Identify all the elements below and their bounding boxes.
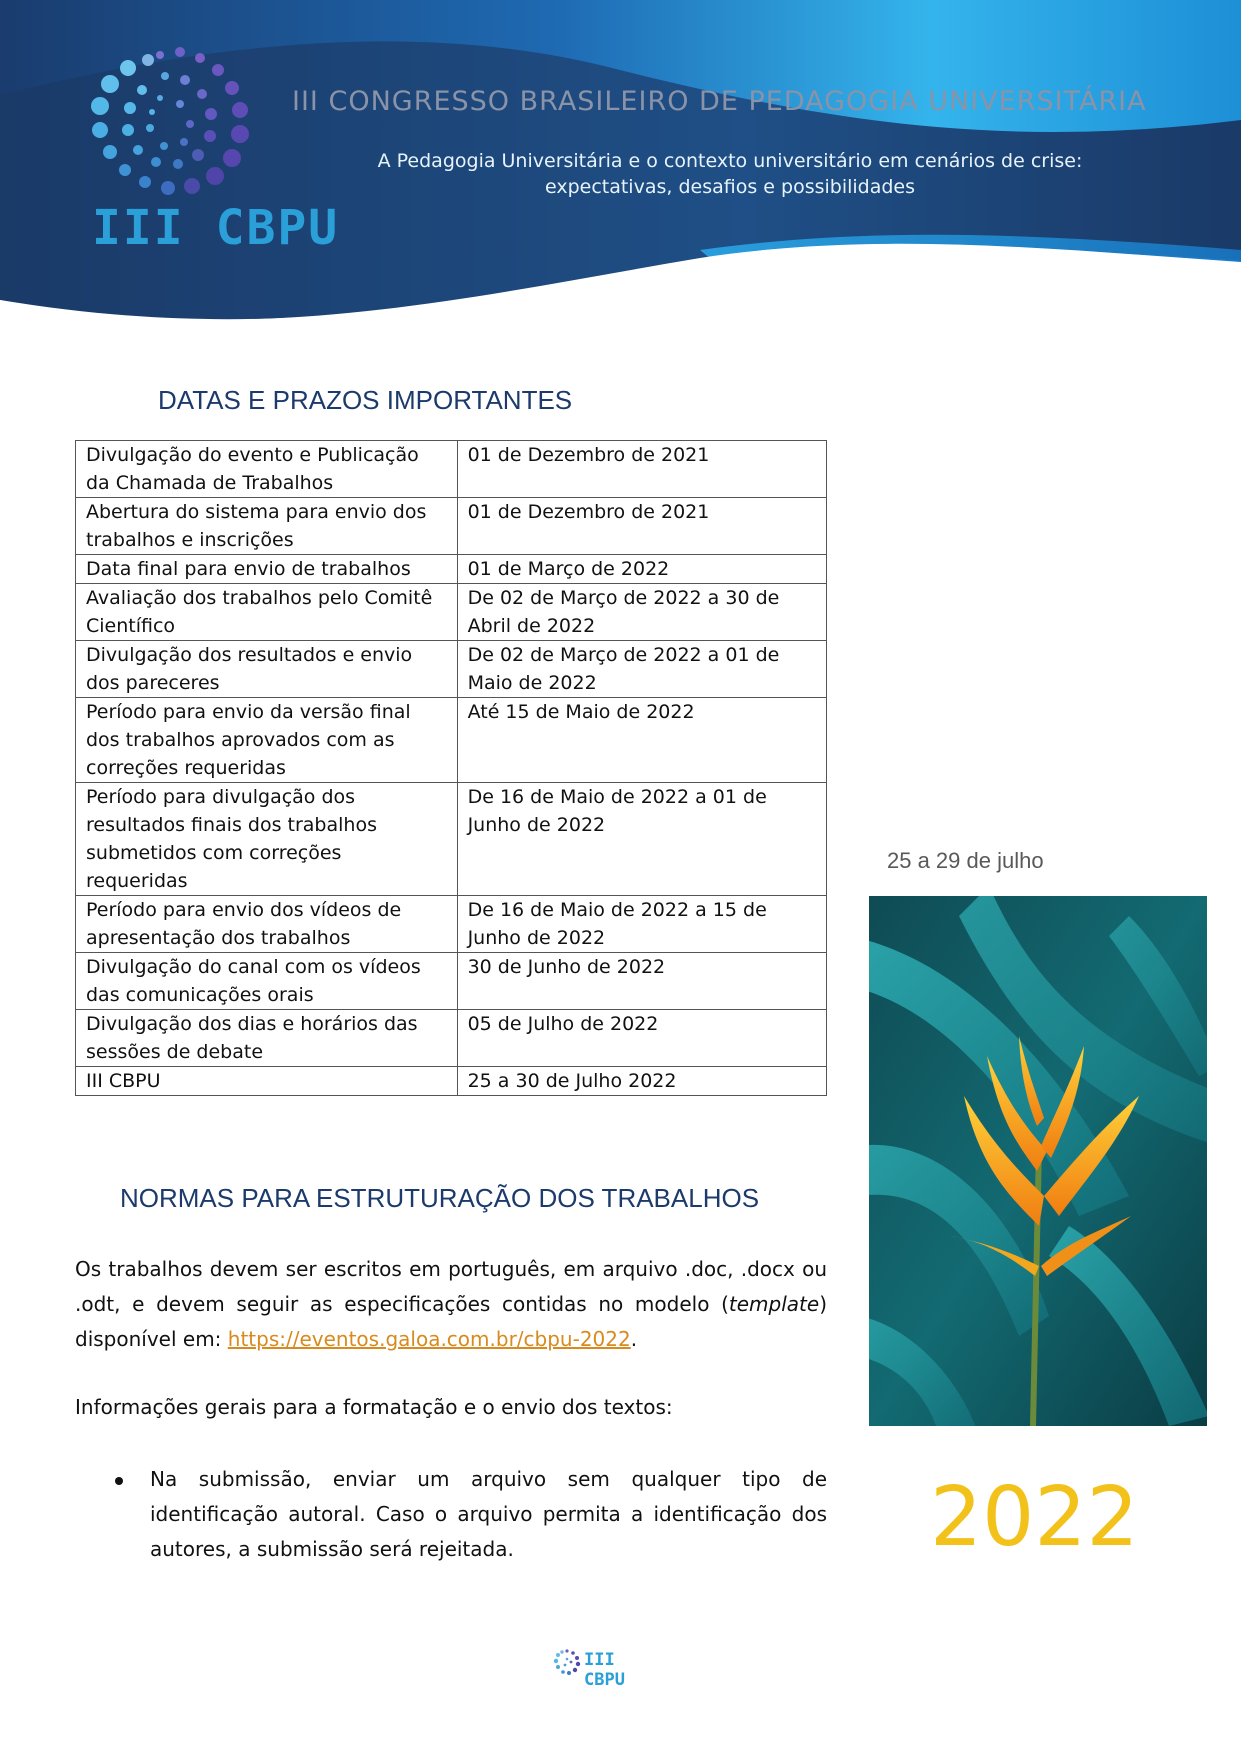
heliconia-plant-image	[869, 896, 1207, 1426]
para1-end: .	[630, 1327, 638, 1351]
deadline-date-cell: 01 de Dezembro de 2021	[457, 498, 826, 555]
deadline-event-cell: Divulgação do evento e Publicação da Chamada de Trabalhos	[76, 441, 458, 498]
norms-paragraph-1	[75, 1252, 827, 1357]
footer-logo-dots-icon	[553, 1648, 581, 1676]
table-row	[76, 441, 827, 498]
subtitle-line-1: A Pedagogia Universitária e o contexto universitário em cenários de crise:	[377, 150, 1083, 172]
table-row	[76, 641, 827, 698]
table-row	[76, 1067, 827, 1096]
deadline-date-cell: 30 de Junho de 2022	[457, 953, 826, 1010]
table-row	[76, 1010, 827, 1067]
deadline-event-cell: III CBPU	[76, 1067, 458, 1096]
deadline-date-cell: 01 de Dezembro de 2021	[457, 441, 826, 498]
para1-start: Os trabalhos devem ser escritos em português, em arquivo .doc, .docx ou .odt, e devem seguir as especificações contidas no modelo (	[75, 1257, 827, 1316]
deadline-date-cell: De 02 de Março de 2022 a 30 de Abril de 2022	[457, 584, 826, 641]
table-row	[76, 953, 827, 1010]
deadline-date-cell: De 16 de Maio de 2022 a 01 de Junho de 2022	[457, 783, 826, 896]
deadline-date-cell: 25 a 30 de Julho 2022	[457, 1067, 826, 1096]
table-row	[76, 555, 827, 584]
footer-logo-text: III CBPU	[584, 1650, 625, 1690]
para1-mid: ) disponível em:	[75, 1292, 827, 1351]
deadline-event-cell: Período para divulgação dos resultados finais dos trabalhos submetidos com correções requeridas	[76, 783, 458, 896]
congress-subtitle	[300, 148, 1160, 200]
footer-logo	[553, 1648, 653, 1690]
norms-paragraph-2: Informações gerais para a formatação e o envio dos textos:	[75, 1395, 673, 1419]
congress-title: III CONGRESSO BRASILEIRO DE PEDAGOGIA UNIVERSITÁRIA	[292, 86, 1147, 117]
deadline-event-cell: Avaliação dos trabalhos pelo Comitê Científico	[76, 584, 458, 641]
template-link[interactable]: https://eventos.galoa.com.br/cbpu-2022	[227, 1327, 631, 1351]
deadline-date-cell: De 02 de Março de 2022 a 01 de Maio de 2022	[457, 641, 826, 698]
table-row	[76, 698, 827, 783]
deadline-date-cell: De 16 de Maio de 2022 a 15 de Junho de 2022	[457, 896, 826, 953]
deadline-date-cell: 05 de Julho de 2022	[457, 1010, 826, 1067]
deadline-event-cell: Abertura do sistema para envio dos trabalhos e inscrições	[76, 498, 458, 555]
table-row	[76, 896, 827, 953]
norms-title: NORMAS PARA ESTRUTURAÇÃO DOS TRABALHOS	[120, 1183, 760, 1213]
bullet-icon	[115, 1477, 123, 1485]
deadline-event-cell: Divulgação dos resultados e envio dos pareceres	[76, 641, 458, 698]
deadline-event-cell: Divulgação dos dias e horários das sessões de debate	[76, 1010, 458, 1067]
bullet-item: Na submissão, enviar um arquivo sem qualquer tipo de identificação autoral. Caso o arquivo permita a identificação dos autores, a submissão será rejeitada.	[150, 1467, 827, 1561]
deadlines-table	[75, 440, 827, 1096]
deadline-date-cell: Até 15 de Maio de 2022	[457, 698, 826, 783]
deadline-date-cell: 01 de Março de 2022	[457, 555, 826, 584]
deadlines-title: DATAS E PRAZOS IMPORTANTES	[158, 385, 573, 415]
deadline-event-cell: Divulgação do canal com os vídeos das comunicações orais	[76, 953, 458, 1010]
table-row	[76, 783, 827, 896]
logo-text: III CBPU	[92, 200, 340, 256]
year-label: 2022	[930, 1470, 1139, 1565]
subtitle-line-2: expectativas, desafios e possibilidades	[544, 176, 916, 198]
deadline-event-cell: Período para envio da versão final dos trabalhos aprovados com as correções requeridas	[76, 698, 458, 783]
table-row	[76, 498, 827, 555]
table-row	[76, 584, 827, 641]
deadline-event-cell: Período para envio dos vídeos de apresentação dos trabalhos	[76, 896, 458, 953]
deadline-event-cell: Data final para envio de trabalhos	[76, 555, 458, 584]
event-date-range: 25 a 29 de julho	[887, 848, 1044, 873]
template-word: template	[728, 1292, 820, 1316]
header-banner	[0, 0, 1241, 345]
